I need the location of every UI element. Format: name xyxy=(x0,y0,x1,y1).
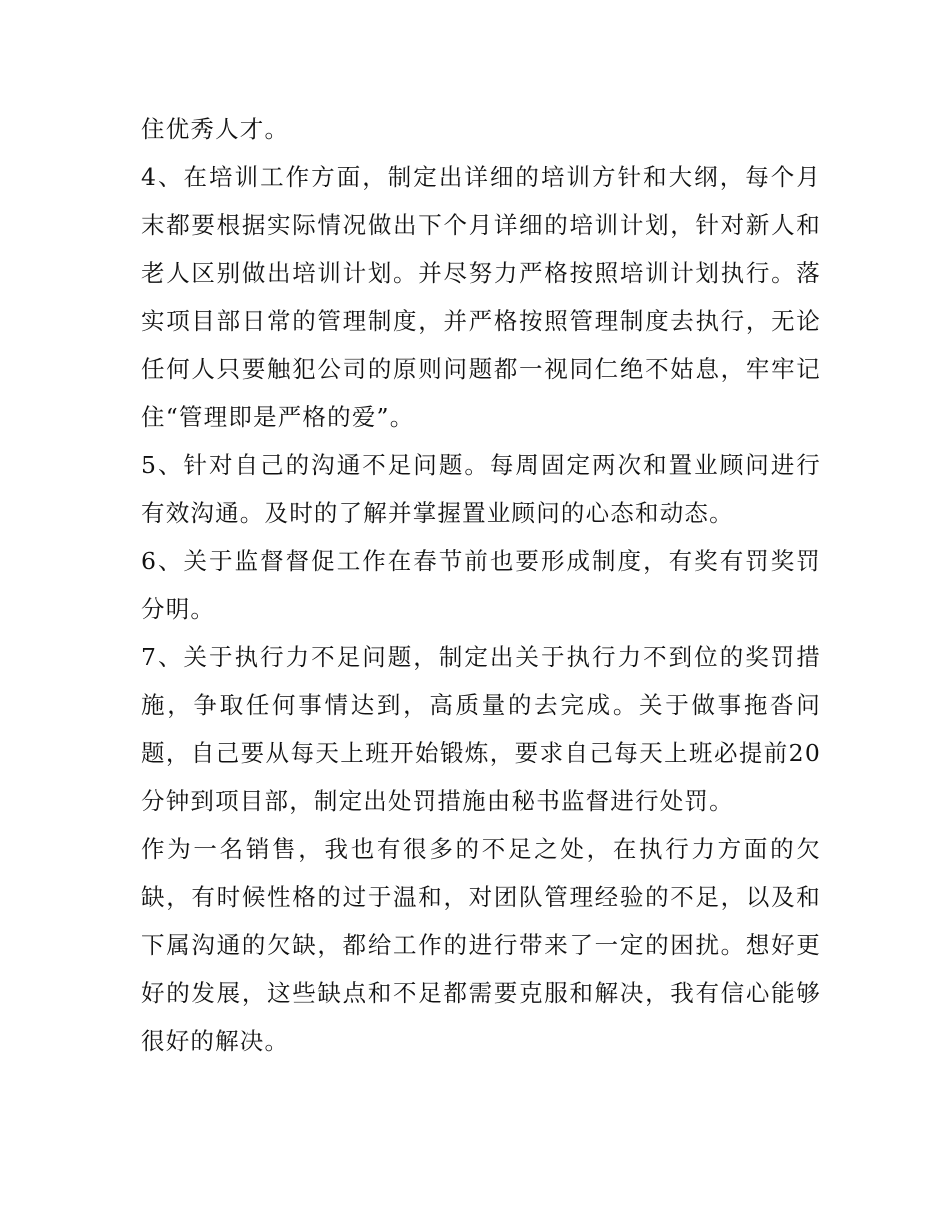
paragraph-item-4: 4、在培训工作方面，制定出详细的培训方针和大纲，每个月末都要根据实际情况做出下个月详细的培训计划，针对新人和老人区别做出培训计划。并尽努力严格按照培训计划执行。落实项目部日常的管理制度，并严格按照管理制度去执行，无论任何人只要触犯公司的原则问题都一视同仁绝不姑息，牢牢记住“管理即是严格的爱”。 xyxy=(141,163,821,431)
paragraph-continuation: 住优秀人才。 xyxy=(141,115,290,143)
paragraph-item-7: 7、关于执行力不足问题，制定出关于执行力不到位的奖罚措施，争取任何事情达到，高质量的去完成。关于做事拖沓问题，自己要从每天上班开始锻炼，要求自己每天上班必提前20分钟到项目部，制定出处罚措施由秘书监督进行处罚。 xyxy=(141,643,821,815)
paragraph-summary: 作为一名销售，我也有很多的不足之处，在执行力方面的欠缺，有时候性格的过于温和，对团队管理经验的不足，以及和下属沟通的欠缺，都给工作的进行带来了一定的困扰。想好更好的发展，这些缺点和不足都需要克服和解决，我有信心能够很好的解决。 xyxy=(141,835,821,1055)
paragraph-item-6: 6、关于监督督促工作在春节前也要形成制度，有奖有罚奖罚分明。 xyxy=(141,547,821,623)
paragraph-item-5: 5、针对自己的沟通不足问题。每周固定两次和置业顾问进行有效沟通。及时的了解并掌握置业顾问的心态和动态。 xyxy=(141,451,821,527)
document-body xyxy=(141,105,821,1065)
